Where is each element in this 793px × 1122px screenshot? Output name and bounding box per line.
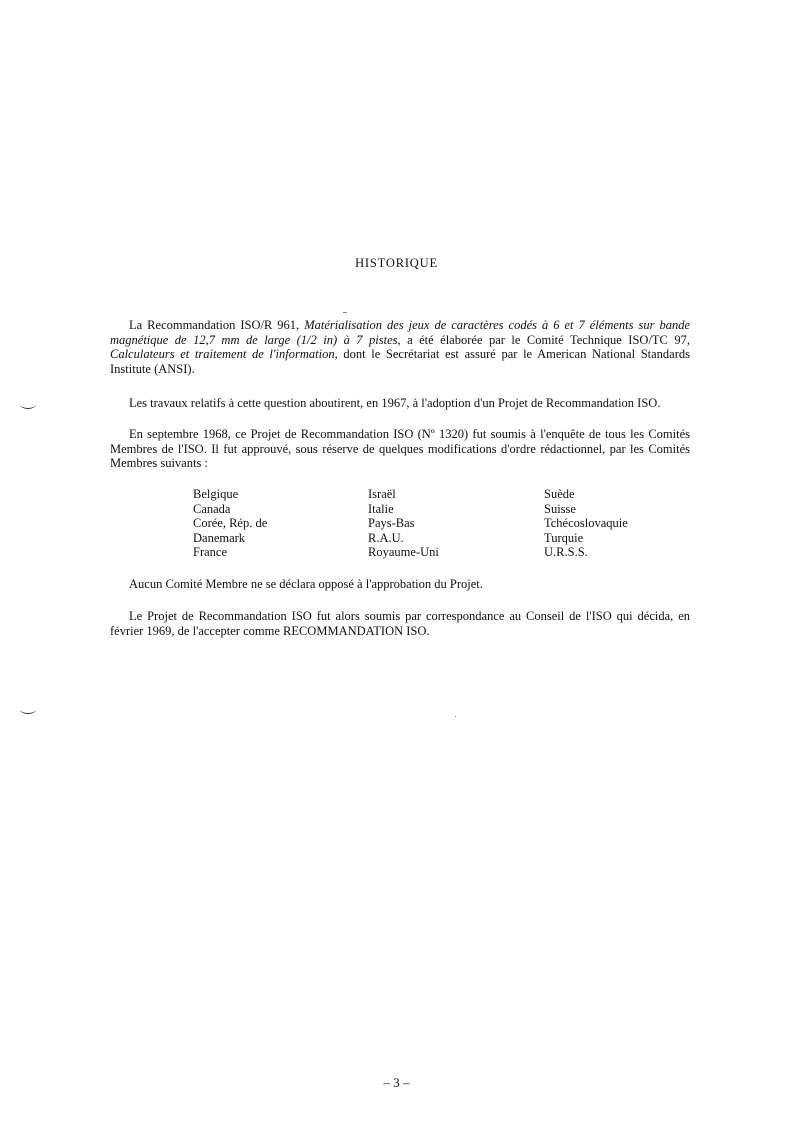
country-item: Corée, Rép. de bbox=[193, 516, 268, 530]
paragraph-work-text: Les travaux relatifs à cette question aboutirent, en 1967, à l'adoption d'un Projet de Recommandation ISO. bbox=[129, 396, 661, 410]
paragraph-work bbox=[110, 396, 690, 411]
country-item: Danemark bbox=[193, 530, 246, 545]
punch-hole-mark bbox=[20, 705, 36, 714]
country-item: Suède bbox=[544, 487, 575, 501]
country-item: Israël bbox=[368, 487, 396, 501]
paragraph-origin bbox=[110, 318, 690, 376]
paragraph-origin-committee: Calculateurs et traitement de l'information, bbox=[110, 347, 338, 362]
country-item: France bbox=[193, 545, 228, 559]
paragraph-origin-title: Matérialisation des jeux de caractères codés à 6 et 7 éléments sur bande magnétique de 12,7 mm de large (1/2 in) à 7 pistes, bbox=[110, 318, 691, 347]
page-title: HISTORIQUE bbox=[355, 256, 438, 270]
member-countries-list bbox=[193, 487, 653, 562]
country-item: Italie bbox=[368, 501, 394, 516]
country-item: R.A.U. bbox=[368, 530, 404, 545]
paragraph-origin-part-c: a été élaborée par le Comité Technique ISO/TC 97, bbox=[400, 332, 690, 347]
country-item: U.R.S.S. bbox=[544, 545, 588, 559]
paragraph-origin-part-a: La Recommandation ISO/R 961, bbox=[129, 318, 305, 332]
punch-hole-mark bbox=[20, 400, 36, 409]
paragraph-enquiry bbox=[110, 427, 690, 471]
paragraph-council bbox=[110, 609, 690, 638]
country-item: Tchécoslovaquie bbox=[544, 516, 628, 530]
countries-column-3 bbox=[544, 487, 628, 560]
paragraph-council-text: Le Projet de Recommandation ISO fut alors soumis par correspondance au Conseil de l'ISO qui décida, en février 1969, de l'accepter comme RECOMMANDATION ISO. bbox=[110, 609, 690, 638]
countries-column-2 bbox=[368, 487, 439, 560]
paragraph-no-opposition-text: Aucun Comité Membre ne se déclara opposé à l'approbation du Projet. bbox=[129, 577, 483, 591]
paragraph-origin-part-e: dont le Secrétariat est assuré par le American National Standards Institute (ANSI). bbox=[110, 347, 690, 376]
country-item: Royaume-Uni bbox=[368, 545, 439, 559]
country-item: Canada bbox=[193, 501, 231, 516]
countries-column-1 bbox=[193, 487, 267, 560]
country-item: Belgique bbox=[193, 487, 239, 501]
page-number: – 3 – bbox=[383, 1075, 410, 1090]
paragraph-no-opposition bbox=[110, 577, 690, 592]
country-item: Turquie bbox=[544, 530, 584, 545]
scan-speck bbox=[343, 312, 347, 313]
scan-speck bbox=[455, 716, 456, 717]
country-item: Pays-Bas bbox=[368, 516, 415, 530]
paragraph-enquiry-text: En septembre 1968, ce Projet de Recommandation ISO (Nº 1320) fut soumis à l'enquête de tous les Comités Membres de l'ISO. Il fut approuvé, sous réserve de quelques modifications d'ordre rédactionnel, par les Comités Membres suivants : bbox=[110, 427, 690, 471]
country-item: Suisse bbox=[544, 501, 576, 516]
